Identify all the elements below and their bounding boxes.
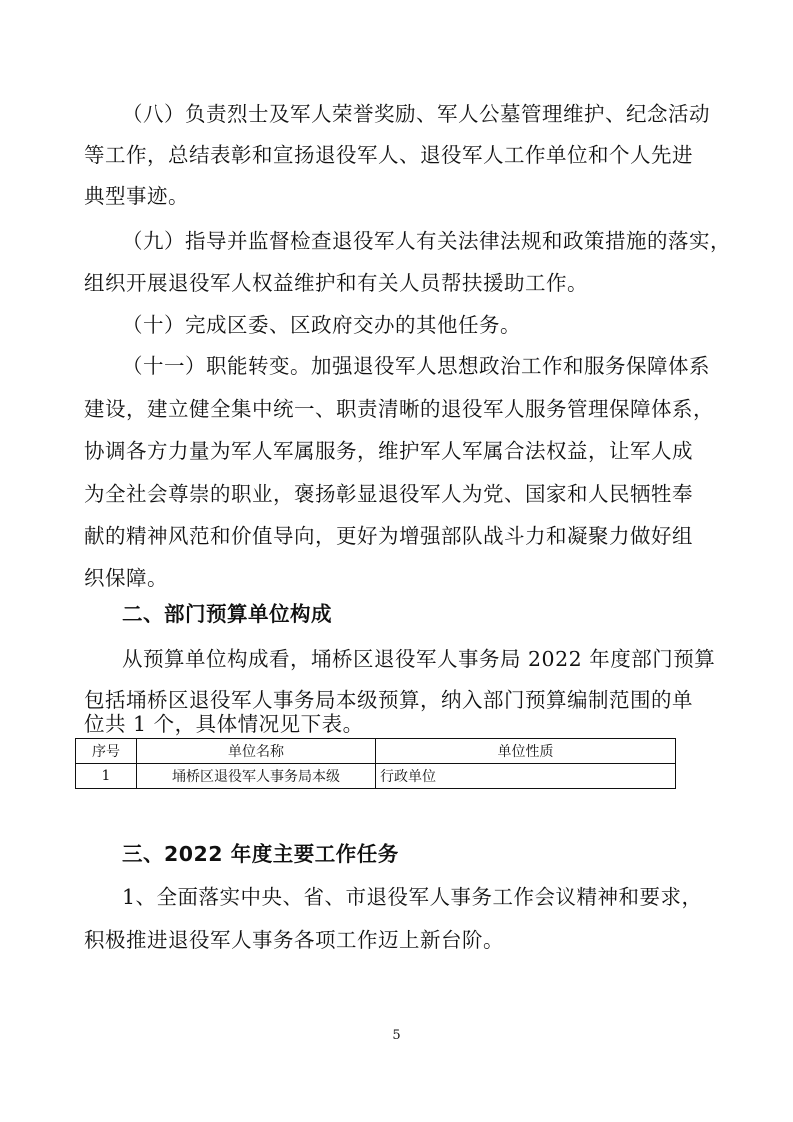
section-2-line-2: 包括埇桥区退役军人事务局本级预算，纳入部门预算编制范围的单 bbox=[84, 688, 693, 712]
paragraph-10-line-1: （十）完成区委、区政府交办的其他任务。 bbox=[122, 313, 521, 337]
paragraph-11-line-2: 建设，建立健全集中统一、职责清晰的退役军人服务管理保障体系， bbox=[84, 397, 714, 421]
section-3-line-1: 1、全面落实中央、省、市退役军人事务工作会议精神和要求， bbox=[122, 885, 703, 909]
header-serial: 序号 bbox=[76, 739, 137, 764]
paragraph-8-line-3: 典型事迹。 bbox=[84, 184, 189, 208]
section-3-heading: 三、2022 年度主要工作任务 bbox=[122, 842, 399, 866]
paragraph-11-line-6: 织保障。 bbox=[84, 566, 168, 590]
table-row bbox=[76, 764, 676, 789]
page-number: 5 bbox=[392, 1028, 401, 1043]
paragraph-9-line-1: （九）指导并监督检查退役军人有关法律法规和政策措施的落实， bbox=[122, 229, 731, 253]
header-unit-name: 单位名称 bbox=[137, 739, 376, 764]
cell-unit-type: 行政单位 bbox=[376, 764, 676, 789]
table-header-row bbox=[76, 739, 676, 764]
section-2-heading: 二、部门预算单位构成 bbox=[122, 602, 332, 626]
paragraph-11-line-3: 协调各方力量为军人军属服务，维护军人军属合法权益，让军人成 bbox=[84, 439, 693, 463]
budget-units-table bbox=[75, 738, 676, 789]
paragraph-8-line-1: （八）负责烈士及军人荣誉奖励、军人公墓管理维护、纪念活动 bbox=[122, 102, 710, 126]
paragraph-9-line-2: 组织开展退役军人权益维护和有关人员帮扶援助工作。 bbox=[84, 271, 588, 295]
section-2-line-1: 从预算单位构成看，埇桥区退役军人事务局 2022 年度部门预算 bbox=[122, 647, 716, 671]
paragraph-11-line-4: 为全社会尊崇的职业，褒扬彰显退役军人为党、国家和人民牺牲奉 bbox=[84, 482, 693, 506]
section-3-line-2: 积极推进退役军人事务各项工作迈上新台阶。 bbox=[84, 928, 504, 952]
header-unit-type: 单位性质 bbox=[376, 739, 676, 764]
cell-serial: 1 bbox=[76, 764, 137, 789]
paragraph-8-line-2: 等工作，总结表彰和宣扬退役军人、退役军人工作单位和个人先进 bbox=[84, 143, 693, 167]
cell-unit-name: 埇桥区退役军人事务局本级 bbox=[137, 764, 376, 789]
paragraph-11-line-5: 献的精神风范和价值导向，更好为增强部队战斗力和凝聚力做好组 bbox=[84, 524, 693, 548]
section-2-line-3: 位共 1 个，具体情况见下表。 bbox=[84, 712, 364, 736]
paragraph-11-line-1: （十一）职能转变。加强退役军人思想政治工作和服务保障体系 bbox=[122, 354, 710, 378]
